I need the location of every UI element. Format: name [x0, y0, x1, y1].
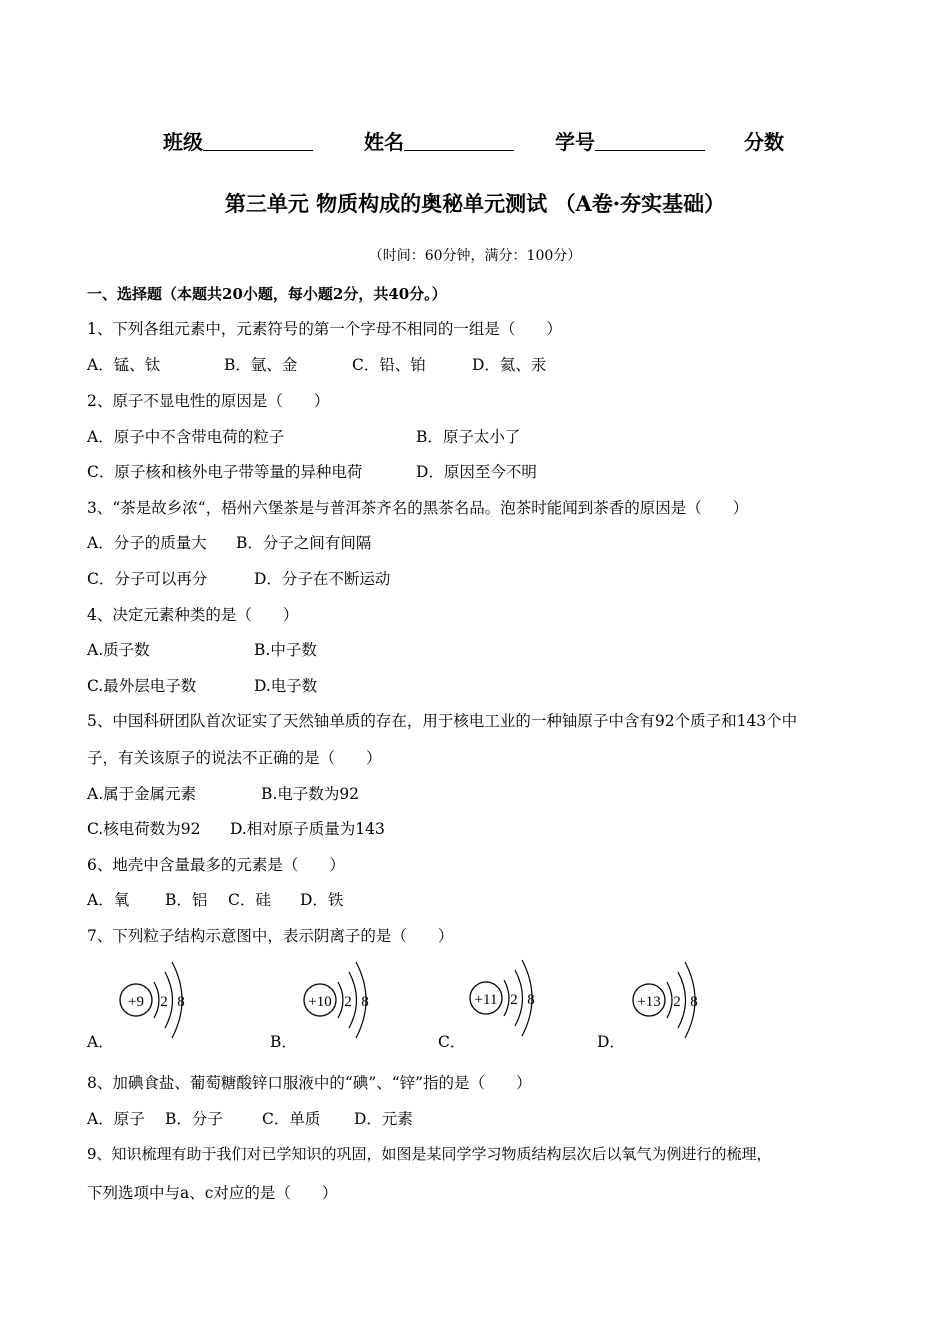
q6-option-c[interactable]: C．硅: [228, 891, 271, 909]
q5-option-d[interactable]: D.相对原子质量为143: [230, 820, 385, 838]
q3-option-c[interactable]: C．分子可以再分: [87, 570, 208, 588]
q5-stem-line2: 子，有关该原子的说法不正确的是（ ）: [87, 749, 382, 767]
shell-arc-1: [504, 980, 509, 1016]
q2-stem: 2、原子不显电性的原因是（ ）: [87, 392, 330, 410]
q7-option-a-label[interactable]: A．: [87, 1033, 114, 1051]
q2-option-d[interactable]: D．原因至今不明: [416, 463, 537, 481]
section-heading: 一、选择题（本题共20小题，每小题2分，共40分。）: [87, 285, 447, 303]
shell-arc-1: [667, 982, 672, 1018]
q8-option-d[interactable]: D．元素: [354, 1110, 413, 1128]
shell-electrons-1: 2: [344, 994, 352, 1010]
shell-electrons-2: 8: [527, 992, 535, 1008]
q6-option-d[interactable]: D．铁: [300, 891, 344, 909]
q8-stem: 8、加碘食盐、葡萄糖酸锌口服液中的“碘”、“锌”指的是（ ）: [87, 1074, 532, 1092]
q4-stem: 4、决定元素种类的是（ ）: [87, 606, 299, 624]
name-field: [364, 126, 514, 155]
q6-stem: 6、地壳中含量最多的元素是（ ）: [87, 856, 345, 874]
shell-electrons-1: 2: [673, 994, 681, 1010]
q9-stem-line1: 9、知识梳理有助于我们对已学知识的巩固，如图是某同学学习物质结构层次后以氧气为例进行的梳理，: [87, 1145, 772, 1163]
q1-stem: 1、下列各组元素中，元素符号的第一个字母不相同的一组是（ ）: [87, 320, 562, 338]
number-label: 学号: [555, 130, 595, 154]
number-blank[interactable]: [595, 130, 705, 151]
q4-option-b[interactable]: B.中子数: [254, 641, 317, 659]
score-label: 分数: [744, 130, 784, 154]
shell-arc-1: [338, 982, 343, 1018]
atom-diagram-b: [296, 960, 376, 1040]
q3-stem: 3、“茶是故乡浓“，梧州六堡茶是与普洱茶齐名的黑茶名品。泡茶时能闻到茶香的原因是（ ）: [87, 499, 749, 517]
q7-stem: 7、下列粒子结构示意图中，表示阴离子的是（ ）: [87, 927, 454, 945]
q4-option-d[interactable]: D.电子数: [254, 677, 318, 695]
q1-option-b[interactable]: B．氩、金: [224, 356, 298, 374]
q7-option-c-label[interactable]: C．: [438, 1033, 466, 1051]
page-title: 第三单元 物质构成的奥秘单元测试 （A卷·夯实基础）: [224, 191, 726, 216]
name-label: 姓名: [364, 130, 404, 154]
name-blank[interactable]: [404, 130, 514, 151]
q2-option-c[interactable]: C．原子核和核外电子带等量的异种电荷: [87, 463, 363, 481]
exam-info: （时间：60分钟，满分：100分）: [368, 248, 582, 264]
q3-option-d[interactable]: D．分子在不断运动: [254, 570, 391, 588]
shell-electrons-2: 8: [361, 994, 369, 1010]
q1-option-d[interactable]: D．氦、汞: [472, 356, 547, 374]
class-label: 班级: [163, 130, 203, 154]
number-field: [555, 126, 705, 155]
q5-option-b[interactable]: B.电子数为92: [261, 785, 360, 803]
q8-option-c[interactable]: C．单质: [262, 1110, 321, 1128]
q2-option-a[interactable]: A．原子中不含带电荷的粒子: [87, 428, 285, 446]
shell-electrons-2: 8: [690, 994, 698, 1010]
class-blank[interactable]: [203, 130, 313, 151]
q5-stem-line1: 5、中国科研团队首次证实了天然铀单质的存在，用于核电工业的一种铀原子中含有92个质子和143个中: [87, 712, 798, 730]
shell-electrons-1: 2: [510, 992, 518, 1008]
shell-electrons-1: 2: [160, 994, 168, 1010]
nucleus-charge: +9: [128, 994, 144, 1010]
q8-option-b[interactable]: B．分子: [165, 1110, 223, 1128]
q6-option-a[interactable]: A．氧: [87, 891, 130, 909]
atom-diagram-c: [462, 958, 542, 1038]
nucleus-charge: +13: [637, 994, 661, 1010]
q8-option-a[interactable]: A．原子: [87, 1110, 145, 1128]
atom-diagram-d: [625, 960, 705, 1040]
q5-option-a[interactable]: A.属于金属元素: [87, 785, 197, 803]
q1-option-a[interactable]: A．锰、钛: [87, 356, 161, 374]
shell-electrons-2: 8: [177, 994, 185, 1010]
class-field: [163, 126, 313, 155]
nucleus-charge: +11: [474, 992, 498, 1008]
q6-option-b[interactable]: B．铝: [165, 891, 208, 909]
nucleus-charge: +10: [308, 994, 332, 1010]
atom-diagram-a: [112, 960, 192, 1040]
q2-option-b[interactable]: B．原子太小了: [416, 428, 521, 446]
q4-option-c[interactable]: C.最外层电子数: [87, 677, 197, 695]
q9-stem-line2: 下列选项中与a、c对应的是（ ）: [87, 1184, 338, 1202]
q7-option-b-label[interactable]: B．: [270, 1033, 297, 1051]
shell-arc-1: [154, 982, 159, 1018]
q3-option-b[interactable]: B．分子之间有间隔: [236, 534, 372, 552]
q1-option-c[interactable]: C．铅、铂: [352, 356, 426, 374]
q3-option-a[interactable]: A．分子的质量大: [87, 534, 207, 552]
q5-option-c[interactable]: C.核电荷数为92: [87, 820, 201, 838]
q4-option-a[interactable]: A.质子数: [87, 641, 150, 659]
q7-option-d-label[interactable]: D．: [597, 1033, 625, 1051]
